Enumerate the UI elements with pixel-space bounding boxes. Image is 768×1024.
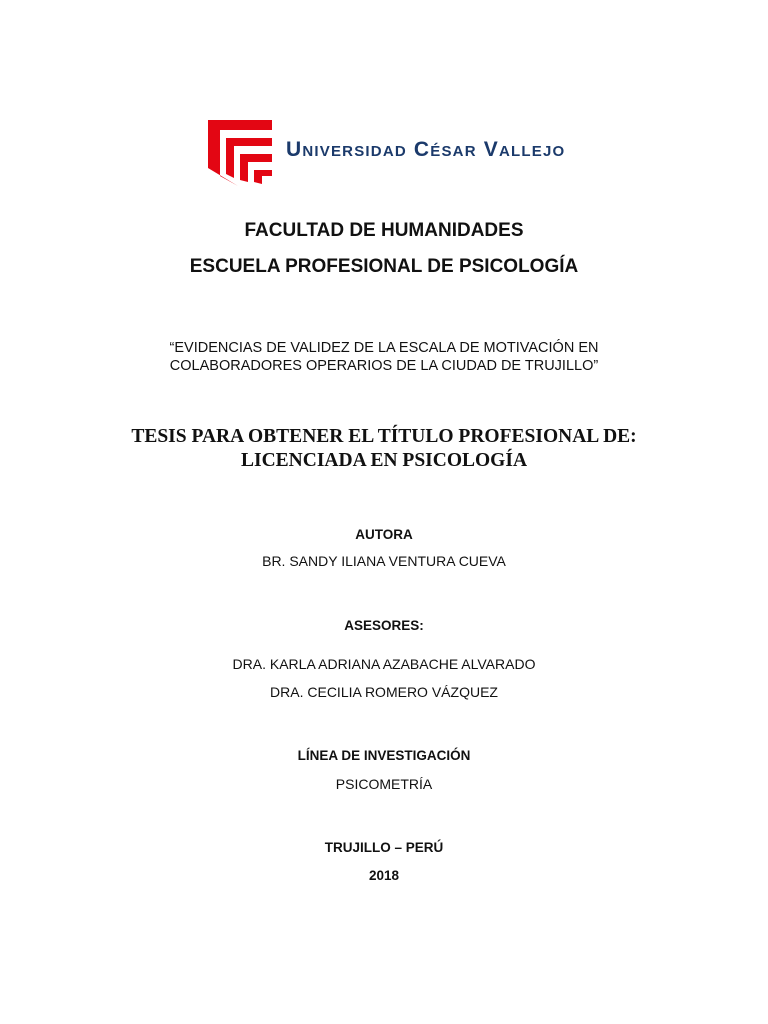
- thesis-title-line-1: “EVIDENCIAS DE VALIDEZ DE LA ESCALA DE MOTIVACIÓN EN: [169, 340, 599, 356]
- school-heading: ESCUELA PROFESIONAL DE PSICOLOGÍA: [189, 256, 579, 277]
- university-logo: [206, 116, 566, 188]
- degree-line-2: LICENCIADA EN PSICOLOGÍA: [240, 450, 528, 471]
- advisor-name: DRA. CECILIA ROMERO VÁZQUEZ: [270, 684, 498, 700]
- faculty-heading: FACULTAD DE HUMANIDADES: [244, 220, 524, 241]
- degree-statement: [0, 425, 768, 473]
- author-name: BR. SANDY ILIANA VENTURA CUEVA: [262, 553, 506, 569]
- university-name: Universidad César Vallejo: [286, 138, 566, 161]
- degree-line-1: TESIS PARA OBTENER EL TÍTULO PROFESIONAL DE:: [131, 426, 637, 447]
- author-label: AUTORA: [355, 527, 413, 542]
- year-label: 2018: [368, 868, 400, 883]
- research-line-value: PSICOMETRÍA: [335, 776, 433, 792]
- research-line-label: LÍNEA DE INVESTIGACIÓN: [297, 748, 471, 763]
- university-emblem-icon: [206, 116, 274, 188]
- thesis-title: [0, 339, 768, 375]
- place-label: TRUJILLO – PERÚ: [324, 840, 444, 855]
- advisor-name: DRA. KARLA ADRIANA AZABACHE ALVARADO: [232, 656, 536, 672]
- advisors-label: ASESORES:: [344, 618, 424, 633]
- thesis-title-line-2: COLABORADORES OPERARIOS DE LA CIUDAD DE TRUJILLO”: [169, 358, 599, 374]
